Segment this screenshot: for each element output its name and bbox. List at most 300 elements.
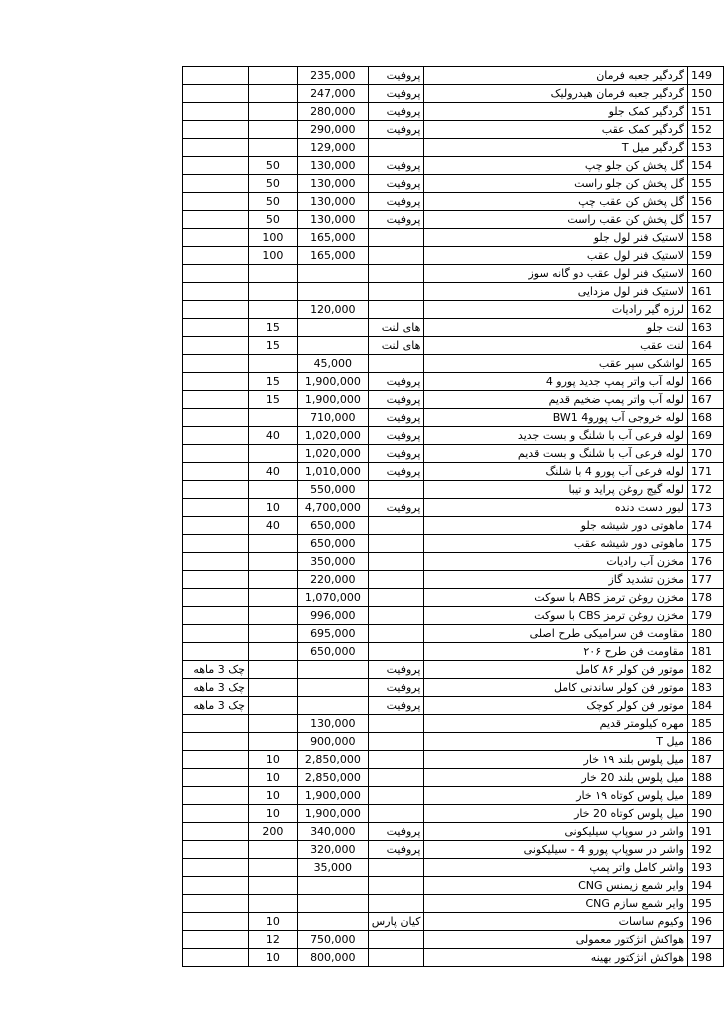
price-cell: 280,000 [297,103,368,121]
quantity-cell [248,409,297,427]
price-cell: 4,700,000 [297,499,368,517]
item-name-cell: میل پلوس کوتاه 20 خار [424,805,688,823]
price-cell: 1,900,000 [297,391,368,409]
note-cell [183,571,249,589]
item-name-cell: گردگیر جعبه فرمان [424,67,688,85]
note-cell [183,67,249,85]
brand-cell: پروفیت [368,445,424,463]
quantity-cell [248,283,297,301]
table-row [183,67,724,85]
table-row [183,913,724,931]
price-cell: 800,000 [297,949,368,967]
note-cell [183,481,249,499]
table-row [183,301,724,319]
quantity-cell [248,733,297,751]
item-name-cell: مقاومت فن طرح ۲۰۶ [424,643,688,661]
price-cell: 120,000 [297,301,368,319]
row-number-cell: 163 [688,319,724,337]
brand-cell: پروفیت [368,67,424,85]
price-cell: 350,000 [297,553,368,571]
note-cell [183,553,249,571]
quantity-cell [248,589,297,607]
table-row [183,373,724,391]
row-number-cell: 155 [688,175,724,193]
row-number-cell: 182 [688,661,724,679]
brand-cell [368,949,424,967]
price-cell: 650,000 [297,643,368,661]
table-row [183,661,724,679]
quantity-cell: 15 [248,319,297,337]
brand-cell: پروفیت [368,679,424,697]
table-row [183,319,724,337]
brand-cell [368,895,424,913]
row-number-cell: 175 [688,535,724,553]
item-name-cell: وایر شمع زیمنس CNG [424,877,688,895]
item-name-cell: لوله فرعی آب با شلنگ و بست جدید [424,427,688,445]
table-row [183,337,724,355]
item-name-cell: لاستیک فنر لول مزدایی [424,283,688,301]
table-row [183,751,724,769]
note-cell [183,355,249,373]
row-number-cell: 165 [688,355,724,373]
brand-cell: پروفیت [368,463,424,481]
item-name-cell: مقاومت فن سرامیکی طرح اصلی [424,625,688,643]
row-number-cell: 173 [688,499,724,517]
item-name-cell: وایر شمع سازم CNG [424,895,688,913]
price-cell: 129,000 [297,139,368,157]
table-row [183,481,724,499]
brand-cell: پروفیت [368,409,424,427]
note-cell [183,751,249,769]
note-cell [183,895,249,913]
price-cell: 165,000 [297,247,368,265]
item-name-cell: واشر کامل واتر پمپ [424,859,688,877]
brand-cell [368,265,424,283]
table-row [183,571,724,589]
quantity-cell: 10 [248,913,297,931]
note-cell [183,265,249,283]
brand-cell [368,805,424,823]
quantity-cell: 200 [248,823,297,841]
item-name-cell: مخزن روغن ترمز ABS با سوکت [424,589,688,607]
table-row [183,949,724,967]
brand-cell [368,733,424,751]
quantity-cell: 10 [248,787,297,805]
price-cell [297,877,368,895]
item-name-cell: لوله فرعی آب با شلنگ و بست قدیم [424,445,688,463]
quantity-cell [248,661,297,679]
brand-cell [368,625,424,643]
note-cell [183,805,249,823]
note-cell [183,229,249,247]
row-number-cell: 180 [688,625,724,643]
item-name-cell: موتور فن کولر کوچک [424,697,688,715]
price-cell [297,283,368,301]
table-row [183,625,724,643]
table-row [183,553,724,571]
note-cell [183,625,249,643]
row-number-cell: 149 [688,67,724,85]
row-number-cell: 185 [688,715,724,733]
item-name-cell: گل پخش کن عقب راست [424,211,688,229]
note-cell [183,139,249,157]
row-number-cell: 177 [688,571,724,589]
item-name-cell: گل پخش کن جلو راست [424,175,688,193]
brand-cell [368,355,424,373]
note-cell [183,283,249,301]
row-number-cell: 181 [688,643,724,661]
quantity-cell: 50 [248,211,297,229]
note-cell [183,733,249,751]
item-name-cell: لاستیک فنر لول عقب دو گانه سوز [424,265,688,283]
table-row [183,877,724,895]
item-name-cell: لرزه گیر رادیات [424,301,688,319]
item-name-cell: گردگیر جعبه فرمان هیدرولیک [424,85,688,103]
quantity-cell [248,301,297,319]
note-cell [183,877,249,895]
quantity-cell [248,103,297,121]
price-cell: 750,000 [297,931,368,949]
quantity-cell: 10 [248,769,297,787]
note-cell [183,103,249,121]
table-row [183,931,724,949]
price-cell: 130,000 [297,193,368,211]
brand-cell: های لنت [368,337,424,355]
brand-cell: پروفیت [368,427,424,445]
quantity-cell [248,895,297,913]
table-row [183,823,724,841]
item-name-cell: مخزن تشدید گاز [424,571,688,589]
table-row [183,409,724,427]
row-number-cell: 157 [688,211,724,229]
table-row [183,103,724,121]
row-number-cell: 184 [688,697,724,715]
price-list-table [182,66,724,967]
note-cell [183,175,249,193]
brand-cell [368,247,424,265]
item-name-cell: گردگیر کمک عقب [424,121,688,139]
item-name-cell: لوله فرعی آب پورو 4 با شلنگ [424,463,688,481]
price-cell: 340,000 [297,823,368,841]
row-number-cell: 191 [688,823,724,841]
table-row [183,499,724,517]
quantity-cell [248,85,297,103]
brand-cell [368,301,424,319]
row-number-cell: 159 [688,247,724,265]
quantity-cell [248,121,297,139]
row-number-cell: 164 [688,337,724,355]
brand-cell: پروفیت [368,121,424,139]
price-cell: 165,000 [297,229,368,247]
row-number-cell: 183 [688,679,724,697]
price-cell [297,679,368,697]
note-cell [183,949,249,967]
price-cell: 900,000 [297,733,368,751]
note-cell [183,193,249,211]
quantity-cell: 50 [248,193,297,211]
table-row [183,211,724,229]
quantity-cell: 40 [248,463,297,481]
row-number-cell: 194 [688,877,724,895]
price-cell: 650,000 [297,517,368,535]
item-name-cell: گل پخش کن عقب چپ [424,193,688,211]
table-row [183,859,724,877]
table-row [183,589,724,607]
brand-cell: پروفیت [368,157,424,175]
row-number-cell: 169 [688,427,724,445]
item-name-cell: واشر در سوپاپ پورو 4 - سیلیکونی [424,841,688,859]
price-cell: 1,900,000 [297,373,368,391]
brand-cell: پروفیت [368,85,424,103]
note-cell [183,211,249,229]
table-row [183,715,724,733]
note-cell [183,643,249,661]
note-cell [183,787,249,805]
price-cell: 235,000 [297,67,368,85]
row-number-cell: 153 [688,139,724,157]
brand-cell [368,481,424,499]
table-row [183,247,724,265]
table-row [183,805,724,823]
item-name-cell: هواکش انژکتور بهینه [424,949,688,967]
row-number-cell: 186 [688,733,724,751]
note-cell [183,607,249,625]
quantity-cell [248,481,297,499]
row-number-cell: 196 [688,913,724,931]
quantity-cell: 10 [248,751,297,769]
brand-cell: پروفیت [368,103,424,121]
item-name-cell: لوله آب واتر پمپ ضخیم قدیم [424,391,688,409]
price-cell: 130,000 [297,175,368,193]
brand-cell: پروفیت [368,841,424,859]
quantity-cell: 10 [248,499,297,517]
note-cell [183,859,249,877]
row-number-cell: 190 [688,805,724,823]
price-cell: 1,070,000 [297,589,368,607]
item-name-cell: مخزن روغن ترمز CBS با سوکت [424,607,688,625]
brand-cell: پروفیت [368,823,424,841]
note-cell [183,769,249,787]
row-number-cell: 161 [688,283,724,301]
price-list-body [183,67,724,967]
brand-cell [368,931,424,949]
item-name-cell: میل پلوس بلند ۱۹ خار [424,751,688,769]
price-cell: 247,000 [297,85,368,103]
price-cell [297,697,368,715]
row-number-cell: 167 [688,391,724,409]
price-cell [297,661,368,679]
table-row [183,697,724,715]
item-name-cell: مخزن آب رادیات [424,553,688,571]
brand-cell: های لنت [368,319,424,337]
row-number-cell: 151 [688,103,724,121]
quantity-cell [248,535,297,553]
row-number-cell: 166 [688,373,724,391]
brand-cell [368,517,424,535]
note-cell [183,301,249,319]
table-row [183,355,724,373]
row-number-cell: 198 [688,949,724,967]
quantity-cell [248,139,297,157]
row-number-cell: 162 [688,301,724,319]
price-cell: 320,000 [297,841,368,859]
table-row [183,841,724,859]
item-name-cell: واشر در سوپاپ سیلیکونی [424,823,688,841]
note-cell [183,337,249,355]
brand-cell: پروفیت [368,373,424,391]
table-row [183,265,724,283]
note-cell [183,85,249,103]
item-name-cell: مهره کیلومتر قدیم [424,715,688,733]
price-cell: 996,000 [297,607,368,625]
price-cell: 45,000 [297,355,368,373]
table-row [183,229,724,247]
quantity-cell: 50 [248,157,297,175]
quantity-cell [248,679,297,697]
row-number-cell: 150 [688,85,724,103]
row-number-cell: 189 [688,787,724,805]
row-number-cell: 172 [688,481,724,499]
row-number-cell: 197 [688,931,724,949]
row-number-cell: 171 [688,463,724,481]
row-number-cell: 174 [688,517,724,535]
quantity-cell [248,445,297,463]
quantity-cell: 12 [248,931,297,949]
brand-cell [368,553,424,571]
price-cell [297,895,368,913]
table-row [183,121,724,139]
brand-cell [368,787,424,805]
table-row [183,463,724,481]
item-name-cell: ماهوتی دور شیشه عقب [424,535,688,553]
row-number-cell: 156 [688,193,724,211]
row-number-cell: 160 [688,265,724,283]
note-cell [183,157,249,175]
row-number-cell: 168 [688,409,724,427]
note-cell [183,931,249,949]
price-cell: 290,000 [297,121,368,139]
price-cell: 130,000 [297,157,368,175]
item-name-cell: لنت جلو [424,319,688,337]
row-number-cell: 188 [688,769,724,787]
table-row [183,769,724,787]
quantity-cell: 15 [248,337,297,355]
note-cell [183,121,249,139]
note-cell [183,535,249,553]
quantity-cell [248,715,297,733]
quantity-cell [248,841,297,859]
table-row [183,427,724,445]
item-name-cell: میل پلوس کوتاه ۱۹ خار [424,787,688,805]
price-cell: 1,020,000 [297,445,368,463]
note-cell [183,841,249,859]
price-cell: 550,000 [297,481,368,499]
quantity-cell: 15 [248,373,297,391]
note-cell: چک 3 ماهه [183,661,249,679]
brand-cell [368,229,424,247]
brand-cell: پروفیت [368,175,424,193]
note-cell [183,409,249,427]
item-name-cell: لاستیک فنر لول عقب [424,247,688,265]
quantity-cell: 100 [248,229,297,247]
note-cell [183,247,249,265]
note-cell [183,427,249,445]
price-cell: 220,000 [297,571,368,589]
brand-cell: پروفیت [368,499,424,517]
brand-cell [368,751,424,769]
note-cell [183,589,249,607]
brand-cell [368,535,424,553]
quantity-cell [248,625,297,643]
brand-cell [368,139,424,157]
table-row [183,139,724,157]
quantity-cell [248,859,297,877]
price-cell: 2,850,000 [297,751,368,769]
price-cell: 1,900,000 [297,805,368,823]
note-cell [183,823,249,841]
note-cell: چک 3 ماهه [183,697,249,715]
brand-cell [368,877,424,895]
table-row [183,787,724,805]
quantity-cell: 15 [248,391,297,409]
brand-cell: کیان پارس [368,913,424,931]
note-cell [183,913,249,931]
table-row [183,679,724,697]
price-cell [297,265,368,283]
brand-cell [368,715,424,733]
row-number-cell: 158 [688,229,724,247]
note-cell [183,715,249,733]
price-cell [297,337,368,355]
brand-cell [368,571,424,589]
item-name-cell: میل T [424,733,688,751]
note-cell [183,319,249,337]
table-row [183,283,724,301]
price-cell: 1,900,000 [297,787,368,805]
item-name-cell: ماهوتی دور شیشه جلو [424,517,688,535]
quantity-cell: 40 [248,427,297,445]
row-number-cell: 178 [688,589,724,607]
price-cell: 1,020,000 [297,427,368,445]
note-cell [183,391,249,409]
row-number-cell: 192 [688,841,724,859]
item-name-cell: لواشکی سپر عقب [424,355,688,373]
quantity-cell: 100 [248,247,297,265]
row-number-cell: 179 [688,607,724,625]
quantity-cell [248,643,297,661]
item-name-cell: لنت عقب [424,337,688,355]
row-number-cell: 154 [688,157,724,175]
quantity-cell [248,607,297,625]
table-row [183,193,724,211]
brand-cell: پروفیت [368,661,424,679]
table-row [183,535,724,553]
row-number-cell: 193 [688,859,724,877]
table-row [183,895,724,913]
price-cell [297,319,368,337]
note-cell [183,463,249,481]
price-cell: 2,850,000 [297,769,368,787]
item-name-cell: موتور فن کولر ۸۶ کامل [424,661,688,679]
item-name-cell: لوله آب واتر پمپ جدید پورو 4 [424,373,688,391]
quantity-cell [248,877,297,895]
item-name-cell: گردگیر میل T [424,139,688,157]
brand-cell [368,607,424,625]
table-row [183,157,724,175]
item-name-cell: وکیوم ساسات [424,913,688,931]
item-name-cell: لیور دست دنده [424,499,688,517]
row-number-cell: 195 [688,895,724,913]
